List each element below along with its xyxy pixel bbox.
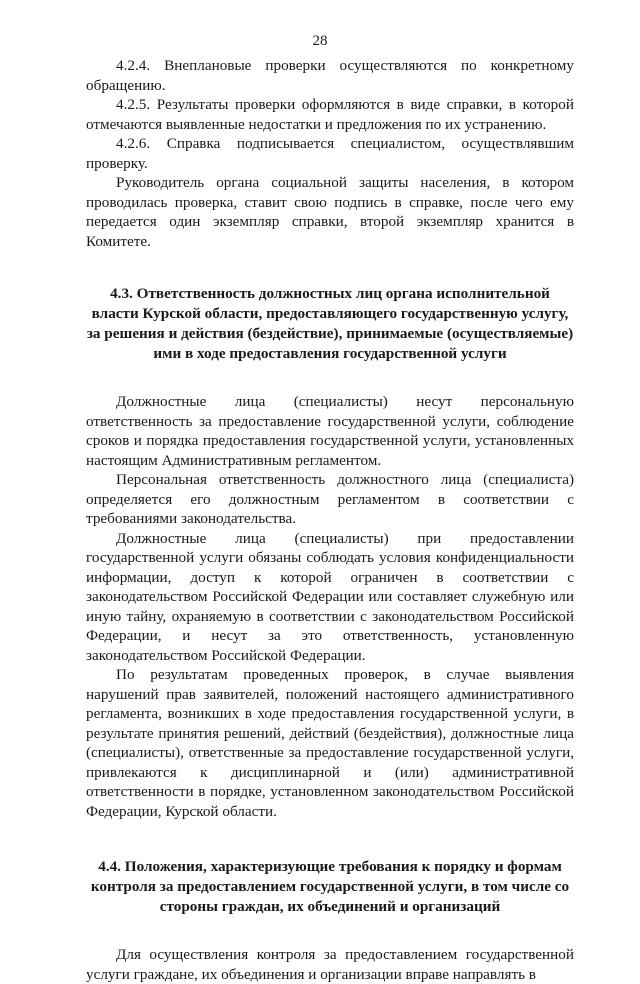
paragraph-4-2-6: 4.2.6. Справка подписывается специалистом, осуществлявшим проверку. — [86, 135, 574, 172]
paragraph-citizen-control: Для осуществления контроля за предоставлением государственной услуги граждане, их объединения и организации вправе направлять в — [86, 946, 574, 983]
page-number: 28 — [312, 33, 328, 49]
paragraph-4-2-4: 4.2.4. Внеплановые проверки осуществляются по конкретному обращению. — [86, 57, 574, 94]
paragraph-personal-responsibility: Персональная ответственность должностного лица (специалиста) определяется его должностным регламентом в соответствии с требованиями законодательства. — [86, 471, 574, 527]
paragraph-4-2-5: 4.2.5. Результаты проверки оформляются в виде справки, в которой отмечаются выявленные недостатки и предложения по их устранению. — [86, 96, 574, 133]
document-body — [86, 56, 574, 984]
section-4-3-heading: 4.3. Ответственность должностных лиц органа исполнительной власти Курской области, предоставляющего государственную услугу, за решения и действия (бездействие), принимаемые (осуществляемые) ими в ходе предоставления государственной услуги — [86, 285, 574, 362]
paragraph-head-signature: Руководитель органа социальной защиты населения, в котором проводилась проверка, ставит свою подпись в справке, после чего ему передается один экземпляр справки, второй экземпляр хранится в Комитете. — [86, 174, 574, 250]
paragraph-inspection-results: По результатам проведенных проверок, в случае выявления нарушений прав заявителей, положений настоящего административного регламента, возникших в ходе предоставления государственной услуги, в результате принятия решений, действий (бездействия), должностные лица (специалисты), ответственные за предоставление государственной услуги, привлекаются к дисциплинарной и (или) административной ответственности в порядке, установленном законодательством Российской Федерации, Курской области. — [86, 666, 574, 820]
section-4-4-heading: 4.4. Положения, характеризующие требования к порядку и формам контроля за предоставлением государственной услуги, в том числе со стороны граждан, их объединений и организаций — [90, 858, 570, 915]
paragraph-confidentiality: Должностные лица (специалисты) при предоставлении государственной услуги обязаны соблюдать условия конфиденциальности информации, доступ к которой ограничен в соответствии с законодательством Российской Федерации или составляет служебную или иную тайну, охраняемую в соответствии с законодательством Российской Федерации, и несут за это ответственность, установленную законодательством Российской Федерации. — [86, 529, 574, 664]
paragraph-responsibility: Должностные лица (специалисты) несут персональную ответственность за предоставление государственной услуги, соблюдение сроков и порядка предоставления государственной услуги, установленных настоящим Административным регламентом. — [86, 393, 574, 469]
